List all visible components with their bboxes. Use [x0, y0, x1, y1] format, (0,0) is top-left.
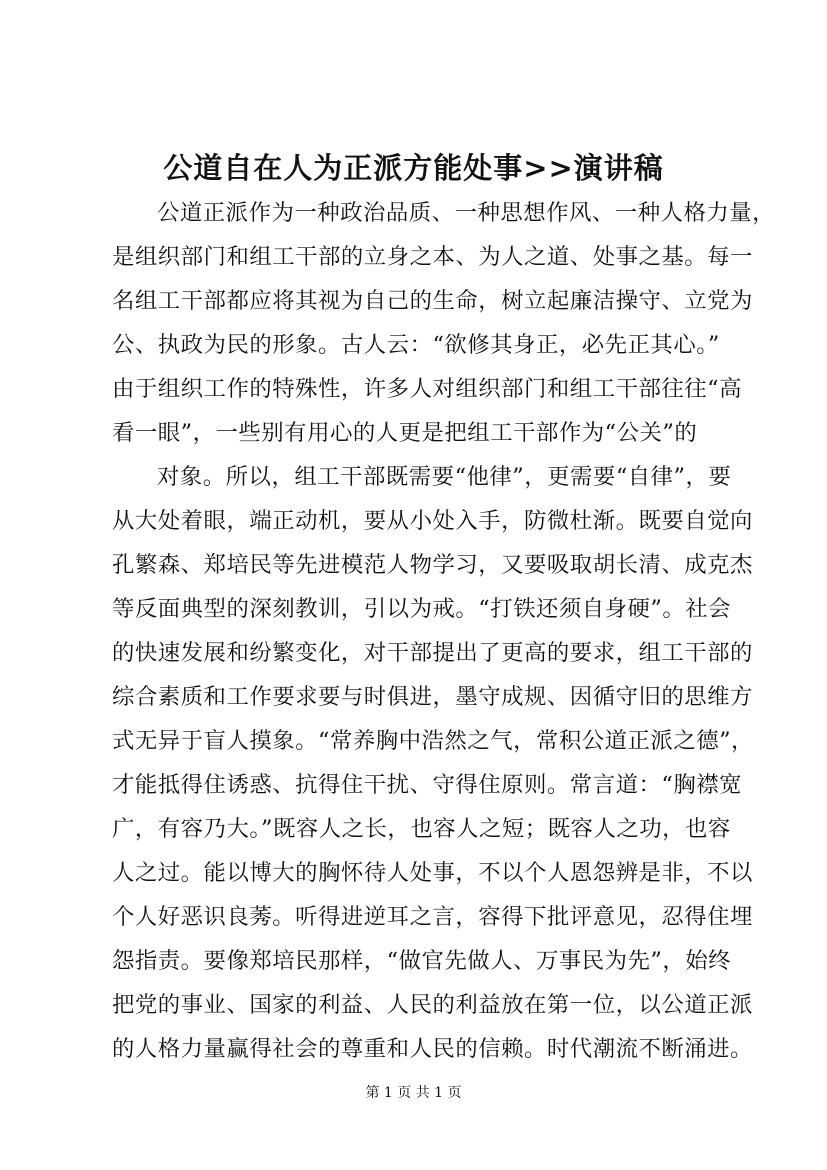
- paragraph-line: 从大处着眼，端正动机，要从小处入手，防微杜渐。既要自觉向: [112, 508, 753, 534]
- paragraph-line: 名组工干部都应将其视为自己的生命，树立起廉洁操守、立党为: [112, 288, 753, 314]
- paragraph-line: 综合素质和工作要求要与时俱进，墨守成规、因循守旧的思维方: [112, 684, 753, 710]
- paragraph-line: 广，有容乃大。”既容人之长，也容人之短；既容人之功，也容: [112, 816, 731, 842]
- paragraph-line: 等反面典型的深刻教训，引以为戒。“打铁还须自身硬”。社会: [112, 596, 732, 622]
- paragraph-line: 式无异于盲人摸象。“常养胸中浩然之气，常积公道正派之德”，: [112, 728, 754, 754]
- paragraph-line: 才能抵得住诱惑、抗得住干扰、守得住原则。常言道：“胸襟宽: [112, 772, 742, 798]
- paragraph-line: 公、执政为民的形象。古人云：“欲修其身正，必先正其心。”: [112, 332, 720, 358]
- paragraph-line: 是组织部门和组工干部的立身之本、为人之道、处事之基。每一: [112, 244, 753, 270]
- paragraph-line: 的快速发展和纷繁变化，对干部提出了更高的要求，组工干部的: [112, 640, 753, 666]
- paragraph-line: 公道正派作为一种政治品质、一种思想作风、一种人格力量，: [157, 200, 776, 226]
- page-number-footer: 第 1 页 共 1 页: [365, 1085, 462, 1101]
- paragraph-line: 怨指责。要像郑培民那样，“做官先做人、万事民为先”，始终: [112, 948, 732, 974]
- paragraph-line: 由于组织工作的特殊性，许多人对组织部门和组工干部往往“高: [112, 376, 742, 402]
- paragraph-line: 看一眼”，一些别有用心的人更是把组工干部作为“公关”的: [112, 420, 698, 446]
- paragraph-line: 个人好恶识良莠。听得进逆耳之言，容得下批评意见，忍得住埋: [112, 904, 753, 930]
- paragraph-line: 对象。所以，组工干部既需要“他律”，更需要“自律”，要: [157, 464, 732, 490]
- paragraph-line: 人之过。能以博大的胸怀待人处事，不以个人恩怨辨是非，不以: [112, 860, 753, 886]
- paragraph-line: 孔繁森、郑培民等先进模范人物学习，又要吸取胡长清、成克杰: [112, 552, 753, 578]
- paragraph-line: 的人格力量赢得社会的尊重和人民的信赖。时代潮流不断涌进。: [112, 1036, 753, 1062]
- paragraph-line: 把党的事业、国家的利益、人民的利益放在第一位，以公道正派: [112, 992, 753, 1018]
- document-title: 公道自在人为正派方能处事>>演讲稿: [163, 151, 664, 185]
